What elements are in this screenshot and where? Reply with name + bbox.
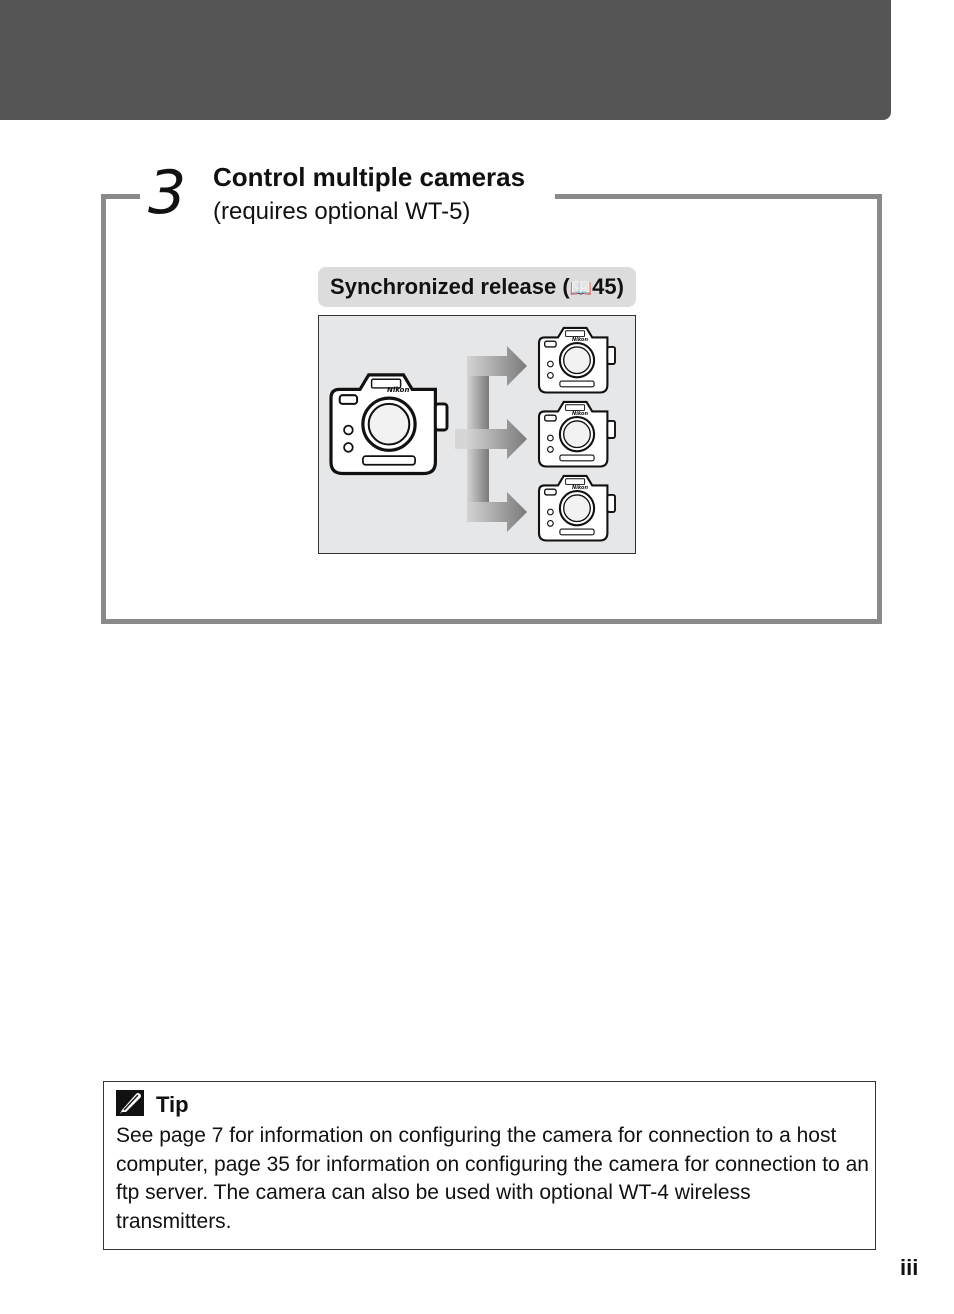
brand-logo: Nikon: [572, 411, 589, 417]
tip-text: See page 7 for information on configuring the camera for connection to a host computer, page 35 for information on configuring the camera for connection to an ftp server. The camera can also be used with optional WT-4 wireless transmitters.: [116, 1124, 869, 1233]
header-bar: [0, 0, 891, 120]
feature-label-close: ): [616, 274, 624, 299]
feature-page-ref: 45: [592, 274, 617, 299]
brand-logo: Nikon: [387, 386, 410, 394]
tip-title: Tip: [156, 1092, 189, 1117]
tip-box: [103, 1081, 876, 1250]
section-title: Control multiple cameras: [213, 162, 526, 192]
book-icon: 📖: [569, 278, 593, 298]
section-subtitle: (requires optional WT-5): [213, 198, 471, 225]
camera-diagram: [319, 316, 635, 553]
step-number: 3: [148, 158, 187, 228]
feature-label: [318, 267, 636, 307]
pencil-note-icon: [116, 1090, 144, 1116]
multi-camera-illustration: [318, 315, 636, 554]
brand-logo: Nikon: [572, 485, 589, 491]
brand-logo: Nikon: [572, 337, 589, 343]
page-number: iii: [900, 1255, 919, 1280]
feature-label-text: Synchronized release (: [330, 274, 570, 299]
